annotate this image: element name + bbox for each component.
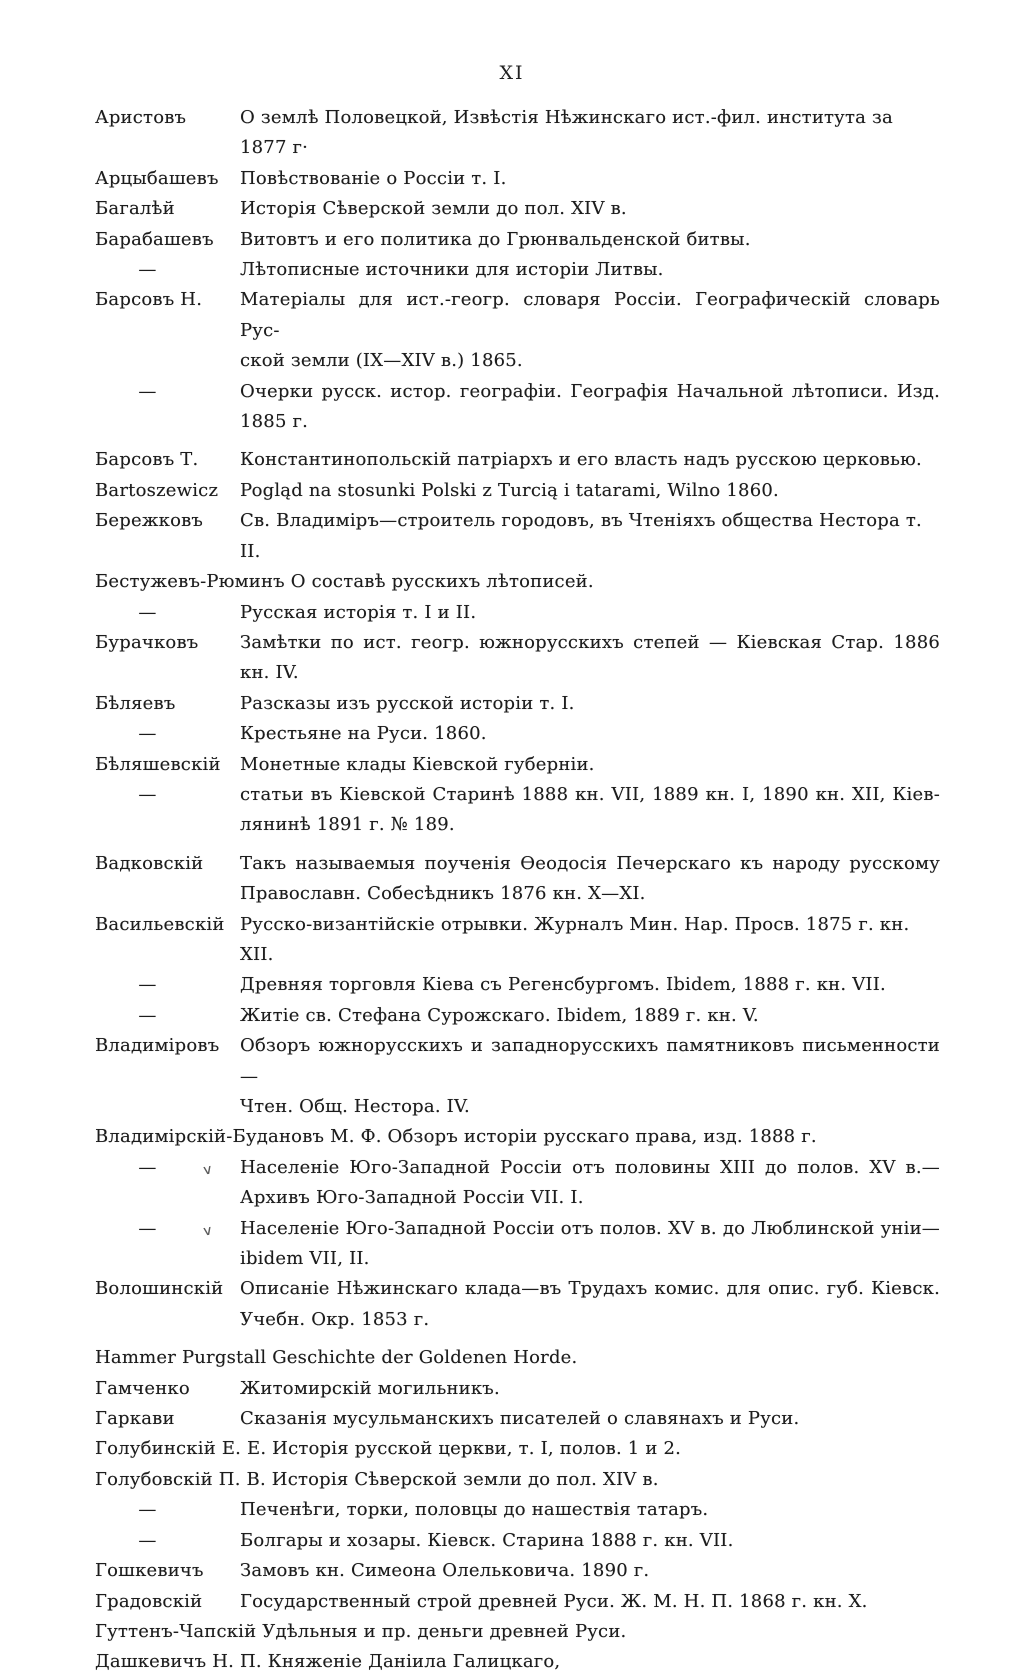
entry-text <box>240 285 940 376</box>
entry-text <box>240 1495 940 1525</box>
entry-text-line: Лѣтописные источники для исторіи Литвы. <box>240 259 664 281</box>
entry-text <box>240 1274 940 1335</box>
entry-text-line: Древняя торговля Кіева съ Регенсбургомъ. Ibidem, 1888 г. кн. VII. <box>240 974 886 996</box>
ditto-dash-glyph: — <box>138 1217 157 1239</box>
bibliography-entry <box>95 780 940 841</box>
bibliography-entry <box>95 506 940 567</box>
bibliography-entry <box>95 567 940 597</box>
entry-text-line: Бестужевъ-Рюминъ О составѣ русскихъ лѣтописей. <box>95 571 594 593</box>
bibliography-entry <box>95 1556 940 1586</box>
bibliography-entry <box>95 377 940 438</box>
author-name: Барсовъ Т. <box>95 449 199 471</box>
entry-text-line: Разсказы изъ русской исторіи т. I. <box>240 692 575 714</box>
entry-text <box>95 1343 940 1373</box>
entry-text-line: Исторія Сѣверской земли до пол. XIV в. <box>240 198 627 220</box>
entry-text-line: Житіе св. Стефана Сурожскаго. Ibidem, 1889 г. кн. V. <box>240 1004 759 1026</box>
ditto-dash-glyph: — <box>138 601 157 623</box>
ditto-dash <box>95 255 240 285</box>
ditto-dash <box>95 1214 240 1244</box>
entry-text-line: Русская исторія т. I и II. <box>240 601 477 623</box>
entry-text <box>240 194 940 224</box>
entry-text-line: Такъ называемыя поученія Ѳеодосія Печерскаго къ народу русскому <box>240 852 940 874</box>
bibliography-entry <box>95 1214 940 1275</box>
author-name: Волошинскій <box>95 1278 224 1300</box>
page-number: XI <box>499 62 525 84</box>
entry-text <box>240 910 940 971</box>
entry-text <box>240 750 940 780</box>
ditto-dash <box>95 780 240 810</box>
bibliography-entry <box>95 1647 940 1677</box>
author-name: Арцыбашевъ <box>95 167 219 189</box>
ditto-dash <box>95 719 240 749</box>
entry-text <box>240 1153 940 1214</box>
entry-text-line: Русско-византійскіе отрывки. Журналъ Мин. Нар. Просв. 1875 г. кн. XII. <box>240 913 910 965</box>
entry-text-line: Константинопольскій патріархъ и его власть надъ русскою церковью. <box>240 449 922 471</box>
entry-text-line: Государственный строй древней Руси. Ж. М. Н. П. 1868 г. кн. X. <box>240 1590 868 1612</box>
entry-text-line: Болгары и хозары. Кіевск. Старина 1888 г. кн. VII. <box>240 1529 734 1551</box>
entry-text-line: Дашкевичъ Н. П. Княженіе Даніила Галицкаго, <box>95 1651 561 1673</box>
entry-text-line: кн. IV. <box>240 662 299 684</box>
bibliography-entry <box>95 445 940 475</box>
entry-text <box>240 377 940 438</box>
bibliography-entry <box>95 849 940 910</box>
entry-text <box>240 849 940 910</box>
bibliography-entry <box>95 1495 940 1525</box>
bibliography-entry <box>95 1274 940 1335</box>
ditto-dash-glyph: — <box>138 1529 157 1551</box>
author-name: Гошкевичъ <box>95 1560 204 1582</box>
author-name: Багалѣй <box>95 198 175 220</box>
entry-text-line: Замѣтки по ист. геогр. южнорусскихъ степей — Кіевская Стар. 1886 <box>240 631 940 653</box>
bibliography-entry <box>95 476 940 506</box>
entry-text-line: статьи въ Кіевской Старинѣ 1888 кн. VII, 1889 кн. I, 1890 кн. XII, Кіев- <box>240 783 940 805</box>
entry-text <box>240 445 940 475</box>
entry-text-line: Сказанія мусульманскихъ писателей о славянахъ и Руси. <box>240 1408 800 1430</box>
author-name: Аристовъ <box>95 107 187 128</box>
entry-text-line: Hammer Purgstall Geschichte der Goldenen Horde. <box>95 1347 578 1369</box>
entry-text <box>240 103 940 164</box>
entry-text-line: Гуттенъ-Чапскій Удѣльныя и пр. деньги древней Руси. <box>95 1620 627 1642</box>
bibliography-entry <box>95 164 940 194</box>
ditto-dash-glyph: — <box>138 783 157 805</box>
entry-text <box>240 598 940 628</box>
entry-text <box>95 1617 940 1647</box>
ditto-dash-glyph: — <box>138 380 157 402</box>
bibliography-entry <box>95 598 940 628</box>
ditto-dash <box>95 1495 240 1525</box>
entry-text <box>240 164 940 194</box>
bibliography-entry <box>95 1526 940 1556</box>
entry-text-line: Голубовскій П. В. Исторія Сѣверской земли до пол. XIV в. <box>95 1468 659 1490</box>
bibliography-entry <box>95 628 940 689</box>
entry-text-line: Архивъ Юго-Западной Россіи VII. I. <box>240 1187 584 1209</box>
entry-text-line: Монетные клады Кіевской губерніи. <box>240 753 595 775</box>
author-name: Владиміровъ <box>95 1035 220 1057</box>
bibliography-entry <box>95 1434 940 1464</box>
author-name: Барабашевъ <box>95 228 214 250</box>
entry-text <box>240 1031 940 1122</box>
ditto-dash <box>95 377 240 407</box>
entry-text <box>240 1526 940 1556</box>
entry-text-line: Чтен. Общ. Нестора. IV. <box>240 1096 470 1117</box>
ditto-dash <box>95 1526 240 1556</box>
entry-text <box>240 255 940 285</box>
ditto-dash <box>95 598 240 628</box>
entry-text-line: ской земли (IX—XIV в.) 1865. <box>240 350 523 372</box>
entry-text-line: Очерки русск. истор. географіи. Географія Начальной лѣтописи. Изд. <box>240 380 940 402</box>
entry-text <box>240 689 940 719</box>
author-name: Градовскій <box>95 1590 203 1612</box>
ditto-dash <box>95 970 240 1000</box>
bibliography-entry <box>95 1465 940 1495</box>
bibliography-entry <box>95 1031 940 1122</box>
entry-text-line: 1885 г. <box>240 411 309 433</box>
entry-text <box>240 1214 940 1275</box>
entry-text <box>240 719 940 749</box>
bibliography-entry <box>95 750 940 780</box>
pencil-check-mark: ∨ <box>200 1161 215 1179</box>
entry-text <box>240 1001 940 1031</box>
author-name: Бѣляшевскій <box>95 753 221 775</box>
entry-text <box>240 225 940 255</box>
entry-text-line: Pogląd na stosunki Polski z Turcią i tatarami, Wilno 1860. <box>240 479 779 501</box>
entry-text-line: Повѣствованіе о Россіи т. I. <box>240 167 507 189</box>
entry-text <box>95 1647 940 1677</box>
entry-text <box>240 780 940 841</box>
ditto-dash-glyph: — <box>138 974 157 996</box>
author-name: Барсовъ Н. <box>95 289 203 311</box>
bibliography-entry <box>95 1343 940 1373</box>
bibliography-entry <box>95 194 940 224</box>
author-name: Гаркави <box>95 1408 175 1430</box>
entry-text-line: лянинѣ 1891 г. № 189. <box>240 814 455 836</box>
entry-text-line: Крестьяне на Руси. 1860. <box>240 723 487 745</box>
bibliography-entry <box>95 1001 940 1031</box>
entry-text <box>240 628 940 689</box>
entry-text <box>240 506 940 567</box>
bibliography-entry <box>95 1374 940 1404</box>
entry-text-line: Печенѣги, торки, половцы до нашествія татаръ. <box>240 1499 709 1521</box>
ditto-dash-glyph: — <box>138 1156 157 1178</box>
bibliography-entry <box>95 1617 940 1647</box>
ditto-dash-glyph: — <box>138 259 157 281</box>
bibliography-entry <box>95 1587 940 1617</box>
author-name: Бѣляевъ <box>95 692 176 714</box>
ditto-dash-glyph: — <box>138 1499 157 1521</box>
author-name: Бурачковъ <box>95 631 199 653</box>
author-name: Bartoszewicz <box>95 479 219 501</box>
bibliography-entry <box>95 255 940 285</box>
bibliography-entry <box>95 689 940 719</box>
entry-text <box>95 567 940 597</box>
entry-text-line: Описаніе Нѣжинскаго клада—въ Трудахъ комис. для опис. губ. Кіевск. <box>240 1278 940 1300</box>
entry-text <box>240 476 940 506</box>
entry-text-line: Замовъ кн. Симеона Олельковича. 1890 г. <box>240 1560 650 1582</box>
entry-text <box>240 1556 940 1586</box>
entry-text-line: Житомирскій могильникъ. <box>240 1377 500 1399</box>
entry-text-line: Матеріалы для ист.-геогр. словаря Россіи. Географическій словарь Рус- <box>240 289 940 341</box>
bibliography-entry <box>95 1122 940 1152</box>
bibliography-entry <box>95 719 940 749</box>
author-name: Васильевскій <box>95 913 225 935</box>
entry-text <box>240 1404 940 1434</box>
entry-text-line: ibidem VII, II. <box>240 1248 370 1270</box>
bibliography-entry <box>95 225 940 255</box>
entry-text <box>95 1465 940 1495</box>
entry-text-line: Св. Владиміръ—строитель городовъ, въ Чтеніяхъ общества Нестора т. II. <box>240 510 922 562</box>
bibliography-entry <box>95 1153 940 1214</box>
entry-text-line: Владимірскій-Будановъ М. Ф. Обзоръ исторіи русскаго права, изд. 1888 г. <box>95 1126 817 1148</box>
entry-text-line: Обзоръ южнорусскихъ и западнорусскихъ памятниковъ письменности— <box>240 1035 940 1087</box>
entry-text <box>95 1122 940 1152</box>
entry-text <box>240 1587 940 1617</box>
bibliography-entry <box>95 910 940 971</box>
bibliography-entry <box>95 1404 940 1434</box>
entry-text-line: Голубинскій Е. Е. Исторія русской церкви, т. I, полов. 1 и 2. <box>95 1438 682 1460</box>
author-name: Вадковскій <box>95 852 204 874</box>
entry-text-line: Витовтъ и его политика до Грюнвальденской битвы. <box>240 228 751 250</box>
entry-text-line: О землѣ Половецкой, Извѣстія Нѣжинскаго ист.-фил. института за 1877 г· <box>240 107 893 159</box>
ditto-dash <box>95 1153 240 1183</box>
author-name: Гамченко <box>95 1377 190 1399</box>
ditto-dash-glyph: — <box>138 723 157 745</box>
entry-text-line: Населеніе Юго-Западной Россіи отъ половины XIII до полов. XV в.— <box>240 1156 940 1178</box>
author-name: Бережковъ <box>95 510 204 532</box>
ditto-dash-glyph: — <box>138 1004 157 1026</box>
entry-text <box>240 970 940 1000</box>
bibliography-entry <box>95 285 940 376</box>
entry-text <box>240 1374 940 1404</box>
ditto-dash <box>95 1001 240 1031</box>
entry-text <box>95 1434 940 1464</box>
bibliography-list <box>95 103 940 1678</box>
entry-text-line: Учебн. Окр. 1853 г. <box>240 1308 430 1330</box>
entry-text-line: Населеніе Юго-Западной Россіи отъ полов. XV в. до Люблинской уніи— <box>240 1217 940 1239</box>
pencil-check-mark: ∨ <box>200 1222 215 1240</box>
entry-text-line: Православн. Собесѣдникъ 1876 кн. X—XI. <box>240 883 646 905</box>
bibliography-entry <box>95 103 940 164</box>
bibliography-entry <box>95 970 940 1000</box>
